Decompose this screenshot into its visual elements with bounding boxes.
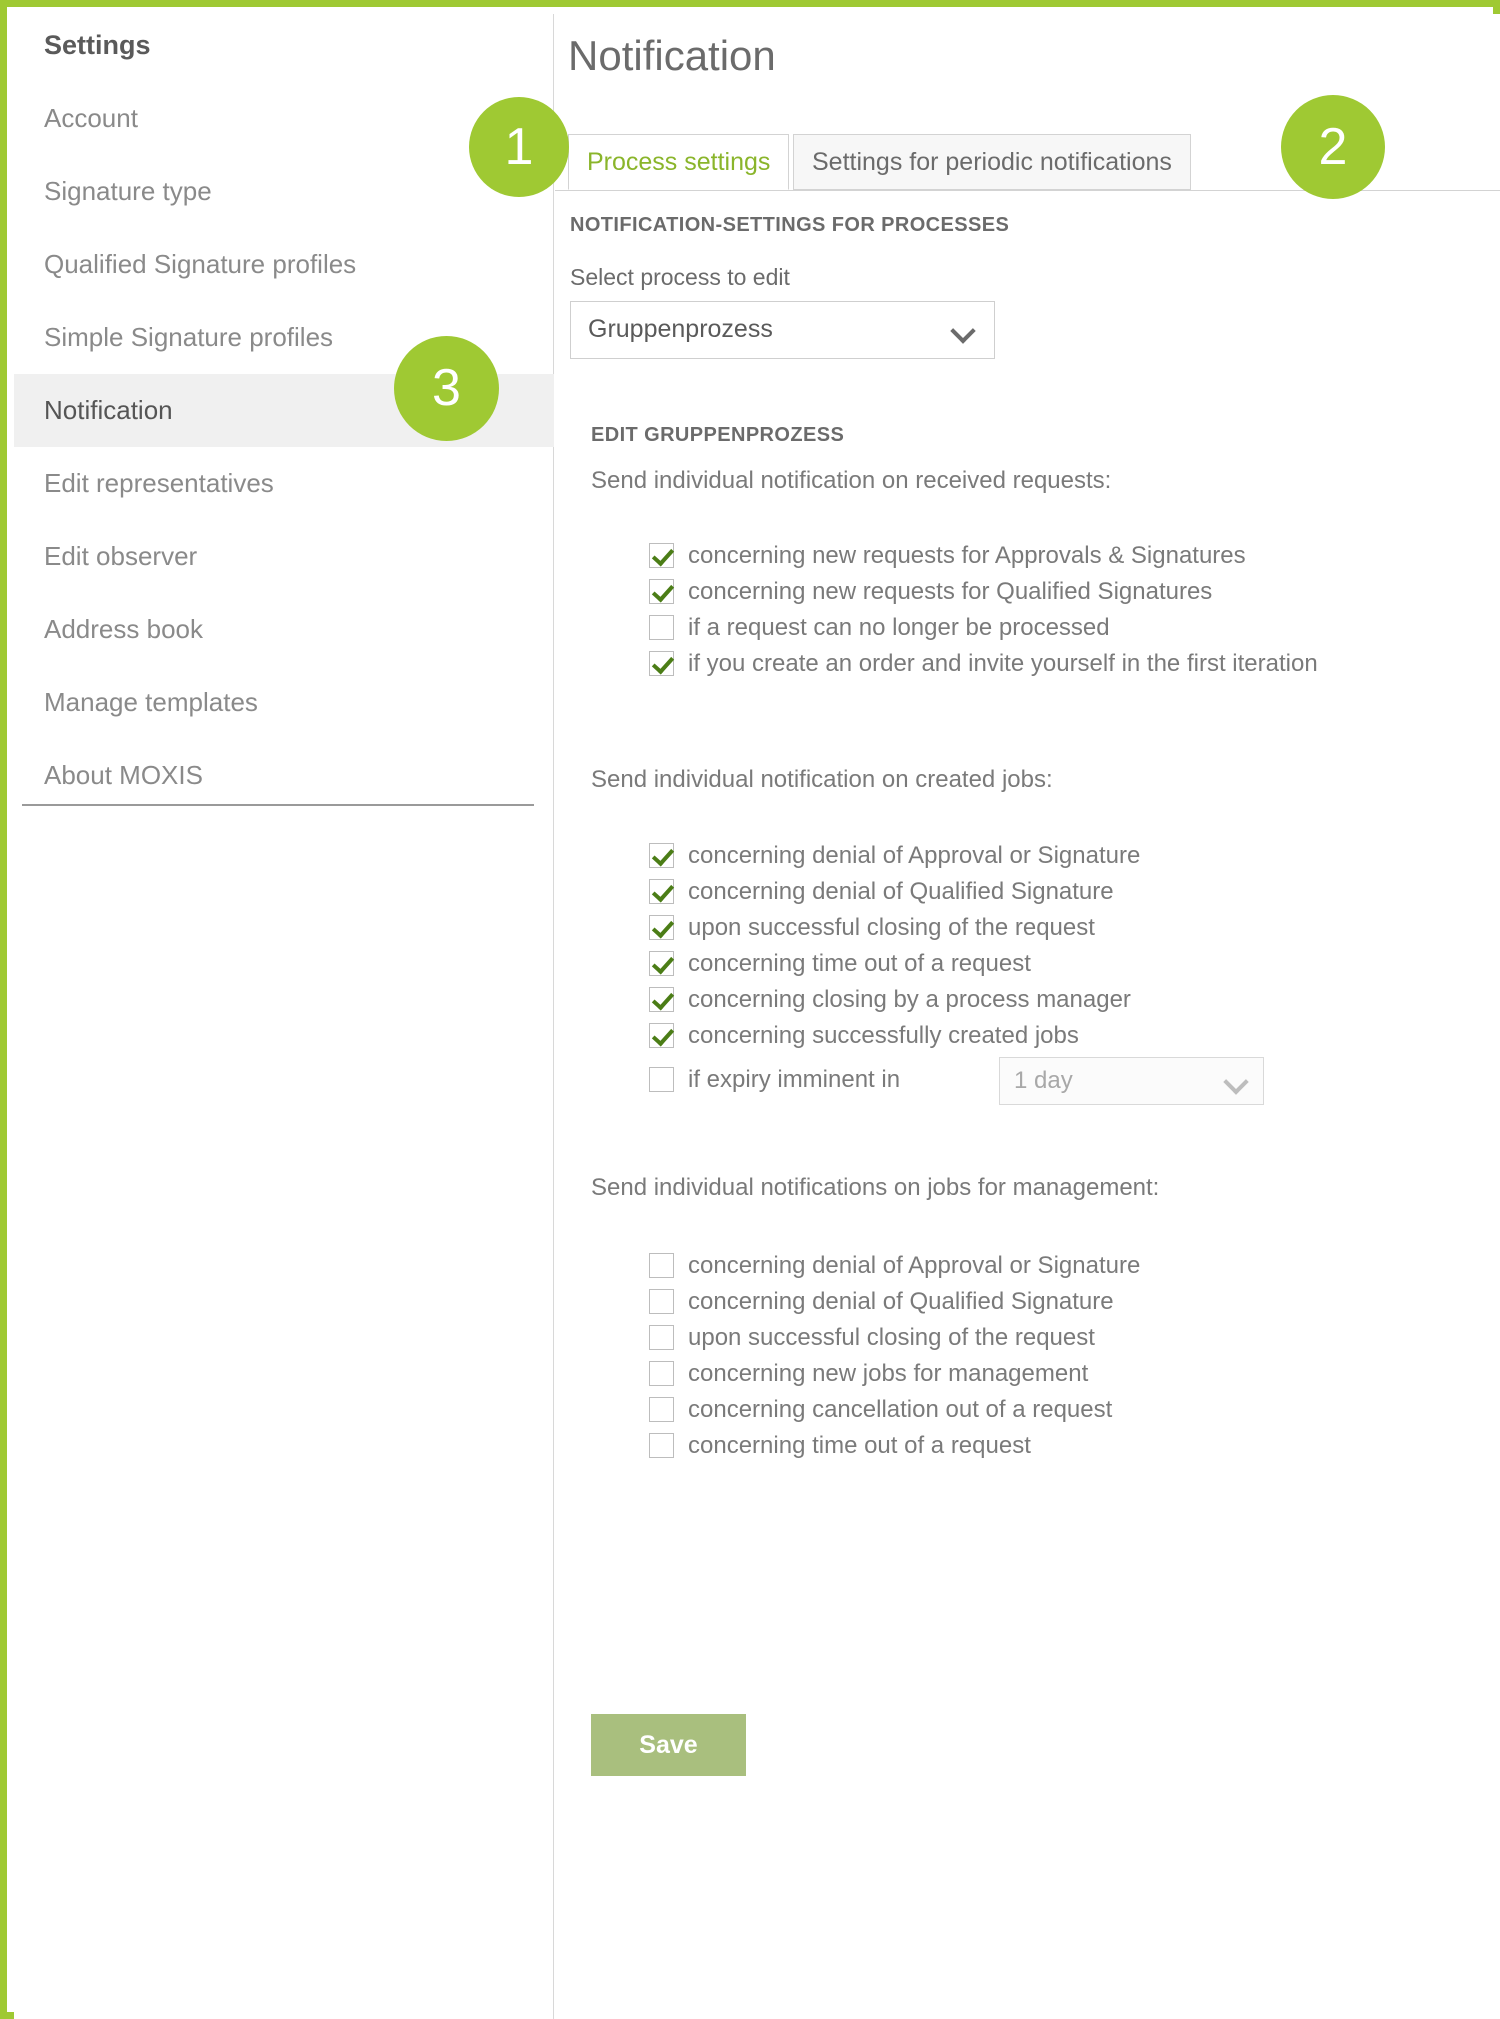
checkbox-row[interactable]	[649, 1249, 1140, 1285]
sidebar-item-notification[interactable]: Notification	[14, 374, 554, 447]
checkbox-mgmt-successful-closing-request[interactable]	[649, 1325, 674, 1350]
settings-page	[14, 14, 1500, 2019]
callout-badge-1: 1	[469, 97, 569, 197]
sidebar-item-edit-representatives[interactable]: Edit representatives	[44, 468, 274, 498]
checkbox-row[interactable]	[649, 1285, 1140, 1321]
callout-badge-3: 3	[394, 336, 499, 441]
group-heading-management-jobs: Send individual notifications on jobs for management:	[591, 1174, 1160, 1201]
checkbox-group-management-jobs	[649, 1249, 1140, 1465]
sidebar	[14, 14, 554, 2019]
checkbox-expiry-imminent[interactable]	[649, 1067, 674, 1092]
checkbox-mgmt-denial-approval-or-signature[interactable]	[649, 1253, 674, 1278]
checkbox-label: if a request can no longer be processed	[688, 614, 1110, 641]
checkbox-request-no-longer-processed[interactable]	[649, 615, 674, 640]
checkbox-label: concerning successfully created jobs	[688, 1022, 1079, 1049]
checkbox-label: concerning new requests for Qualified Signatures	[688, 578, 1213, 605]
select-process-label: Select process to edit	[570, 264, 790, 290]
save-button[interactable]: Save	[591, 1714, 746, 1776]
checkbox-row[interactable]	[649, 647, 1318, 717]
checkbox-create-order-invite-yourself[interactable]	[649, 651, 674, 676]
checkbox-denial-qualified-signature[interactable]	[649, 879, 674, 904]
page-title: Notification	[568, 32, 776, 79]
checkbox-denial-approval-or-signature[interactable]	[649, 843, 674, 868]
checkbox-label: concerning time out of a request	[688, 1432, 1031, 1459]
checkbox-row[interactable]	[649, 983, 1140, 1019]
checkbox-label: concerning denial of Approval or Signature	[688, 842, 1141, 869]
group-heading-created-jobs: Send individual notification on created jobs:	[591, 766, 1053, 793]
sidebar-item-about-moxis[interactable]: About MOXIS	[44, 760, 203, 790]
checkbox-mgmt-cancellation-out-of-request[interactable]	[649, 1397, 674, 1422]
chevron-down-icon	[954, 322, 976, 335]
sidebar-item-address-book[interactable]: Address book	[44, 614, 203, 644]
section-heading: NOTIFICATION-SETTINGS FOR PROCESSES	[570, 214, 1010, 236]
expiry-label: if expiry imminent in	[688, 1066, 901, 1093]
checkbox-row[interactable]	[649, 611, 1318, 647]
checkbox-row[interactable]	[649, 911, 1140, 947]
checkbox-label: concerning cancellation out of a request	[688, 1396, 1113, 1423]
checkbox-successfully-created-jobs[interactable]	[649, 1023, 674, 1048]
checkbox-closing-by-process-manager[interactable]	[649, 987, 674, 1012]
sidebar-divider	[22, 804, 534, 806]
checkbox-label: concerning time out of a request	[688, 950, 1031, 977]
checkbox-label: concerning closing by a process manager	[688, 986, 1131, 1013]
checkbox-successful-closing-request[interactable]	[649, 915, 674, 940]
checkbox-row[interactable]	[649, 539, 1318, 575]
tab-periodic-notifications[interactable]: Settings for periodic notifications	[793, 134, 1191, 190]
checkbox-row[interactable]	[649, 875, 1140, 911]
checkbox-label: concerning denial of Qualified Signature	[688, 878, 1114, 905]
chevron-down-icon	[1227, 1073, 1249, 1086]
checkbox-mgmt-new-jobs[interactable]	[649, 1361, 674, 1386]
expiry-select[interactable]	[999, 1057, 1264, 1105]
checkbox-row[interactable]	[649, 1321, 1140, 1357]
sidebar-item-qualified-signature-profiles[interactable]: Qualified Signature profiles	[44, 249, 357, 279]
checkbox-label: upon successful closing of the request	[688, 914, 1095, 941]
sidebar-item-edit-observer[interactable]: Edit observer	[44, 541, 198, 571]
expiry-select-value: 1 day	[1014, 1067, 1073, 1094]
process-select[interactable]	[570, 301, 995, 359]
checkbox-label: upon successful closing of the request	[688, 1324, 1095, 1351]
process-select-value: Gruppenprozess	[588, 315, 773, 343]
sidebar-item-signature-type[interactable]: Signature type	[44, 176, 212, 206]
checkbox-new-requests-approvals-signatures[interactable]	[649, 543, 674, 568]
checkbox-row[interactable]	[649, 1393, 1140, 1429]
checkbox-label: concerning denial of Approval or Signature	[688, 1252, 1141, 1279]
checkbox-new-requests-qualified-signatures[interactable]	[649, 579, 674, 604]
checkbox-row[interactable]	[649, 947, 1140, 983]
sidebar-item-account[interactable]: Account	[44, 103, 138, 133]
checkbox-time-out-of-request[interactable]	[649, 951, 674, 976]
checkbox-label: concerning new requests for Approvals & Signatures	[688, 542, 1246, 569]
callout-badge-2: 2	[1281, 95, 1385, 199]
checkbox-mgmt-time-out-of-request[interactable]	[649, 1433, 674, 1458]
sidebar-item-simple-signature-profiles[interactable]: Simple Signature profiles	[44, 322, 334, 352]
checkbox-group-received-requests	[649, 539, 1318, 717]
checkbox-row[interactable]	[649, 1429, 1140, 1465]
checkbox-row[interactable]	[649, 1019, 1140, 1055]
checkbox-row[interactable]	[649, 839, 1140, 875]
tab-process-settings[interactable]: Process settings	[568, 134, 789, 190]
sidebar-title: Settings	[44, 30, 151, 60]
group-heading-received-requests: Send individual notification on received requests:	[591, 467, 1112, 494]
checkbox-label: if you create an order and invite yourself in the first iteration	[688, 650, 1318, 677]
checkbox-group-created-jobs	[649, 839, 1140, 1119]
checkbox-label: concerning new jobs for management	[688, 1360, 1089, 1387]
checkbox-row[interactable]	[649, 1357, 1140, 1393]
checkbox-row[interactable]	[649, 575, 1318, 611]
checkbox-mgmt-denial-qualified-signature[interactable]	[649, 1289, 674, 1314]
checkbox-label: concerning denial of Qualified Signature	[688, 1288, 1114, 1315]
sidebar-item-manage-templates[interactable]: Manage templates	[44, 687, 258, 717]
main-content	[555, 14, 1500, 2019]
edit-process-heading: EDIT GRUPPENPROZESS	[591, 424, 845, 446]
sidebar-list	[14, 82, 554, 812]
expiry-row[interactable]	[649, 1063, 1140, 1119]
